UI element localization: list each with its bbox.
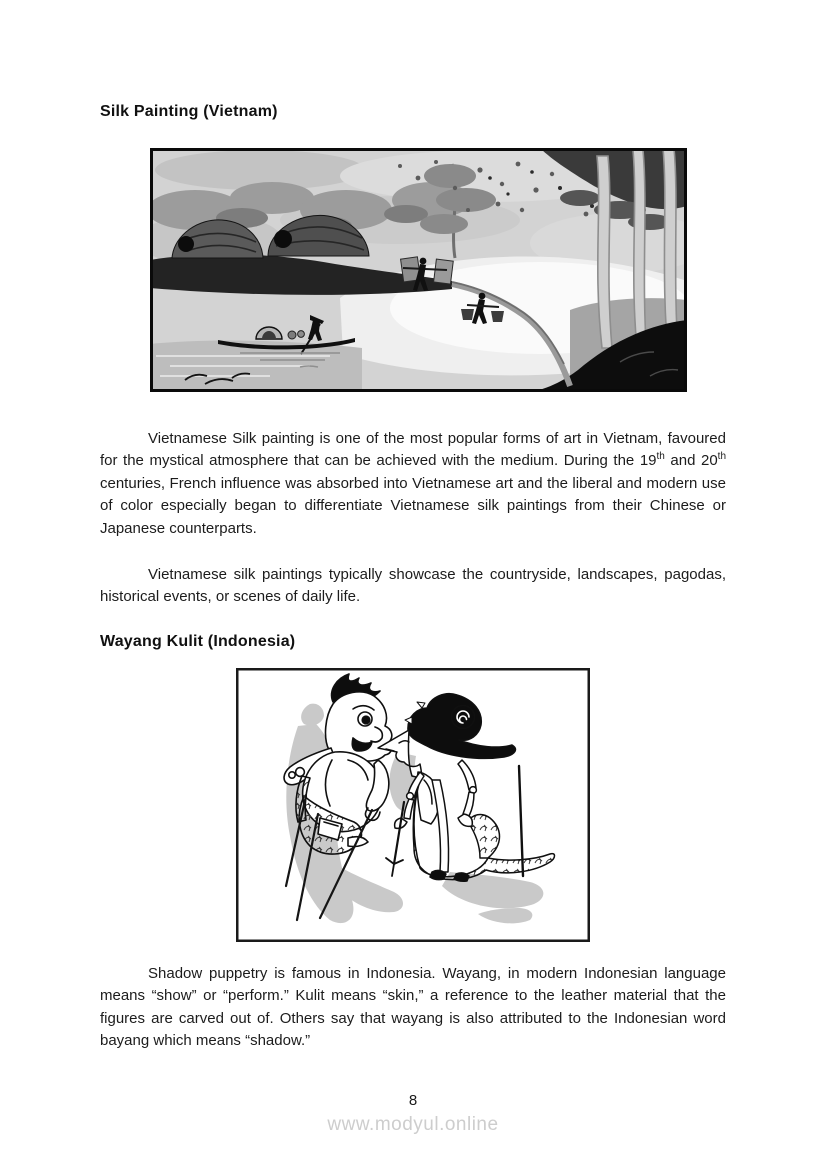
silk-painting-illustration	[150, 148, 687, 392]
silk-painting-image	[150, 148, 726, 392]
paragraph-silk-1	[100, 428, 726, 540]
superscript-th-1: th	[656, 451, 665, 463]
heading-silk-painting: Silk Painting (Vietnam)	[100, 103, 278, 120]
superscript-th-2: th	[717, 451, 727, 463]
wayang-kulit-illustration	[236, 668, 590, 942]
heading-wayang-kulit: Wayang Kulit (Indonesia)	[100, 632, 296, 650]
paragraph-silk-1-text-3: centuries, French influence was absorbed into Vietnamese art and the liberal and modern use of color especially began to differentiate Vietnamese silk paintings from their Chinese or Japanese counterparts.	[100, 474, 726, 537]
wayang-kulit-image	[236, 668, 726, 942]
paragraph-silk-1-text-2: and 20	[664, 452, 718, 470]
paragraph-wayang-1: Shadow puppetry is famous in Indonesia. Wayang, in modern Indonesian language means “show” or “perform.” Kulit means “skin,” a reference to the leather material that the figures are carved out of. Others say that wayang is also attributed to the Indonesian word bayang which means “shadow.”	[100, 964, 726, 1050]
paragraph-silk-2: Vietnamese silk paintings typically showcase the countryside, landscapes, pagodas, historical events, or scenes of daily life.	[100, 566, 726, 606]
watermark: www.modyul.online	[327, 1114, 499, 1135]
page-number: 8	[408, 1092, 418, 1109]
paragraph-silk-1-text: Vietnamese Silk painting is one of the most popular forms of art in Vietnam, favoured for the mystical atmosphere that can be achieved with the medium. During the 19	[100, 430, 726, 470]
